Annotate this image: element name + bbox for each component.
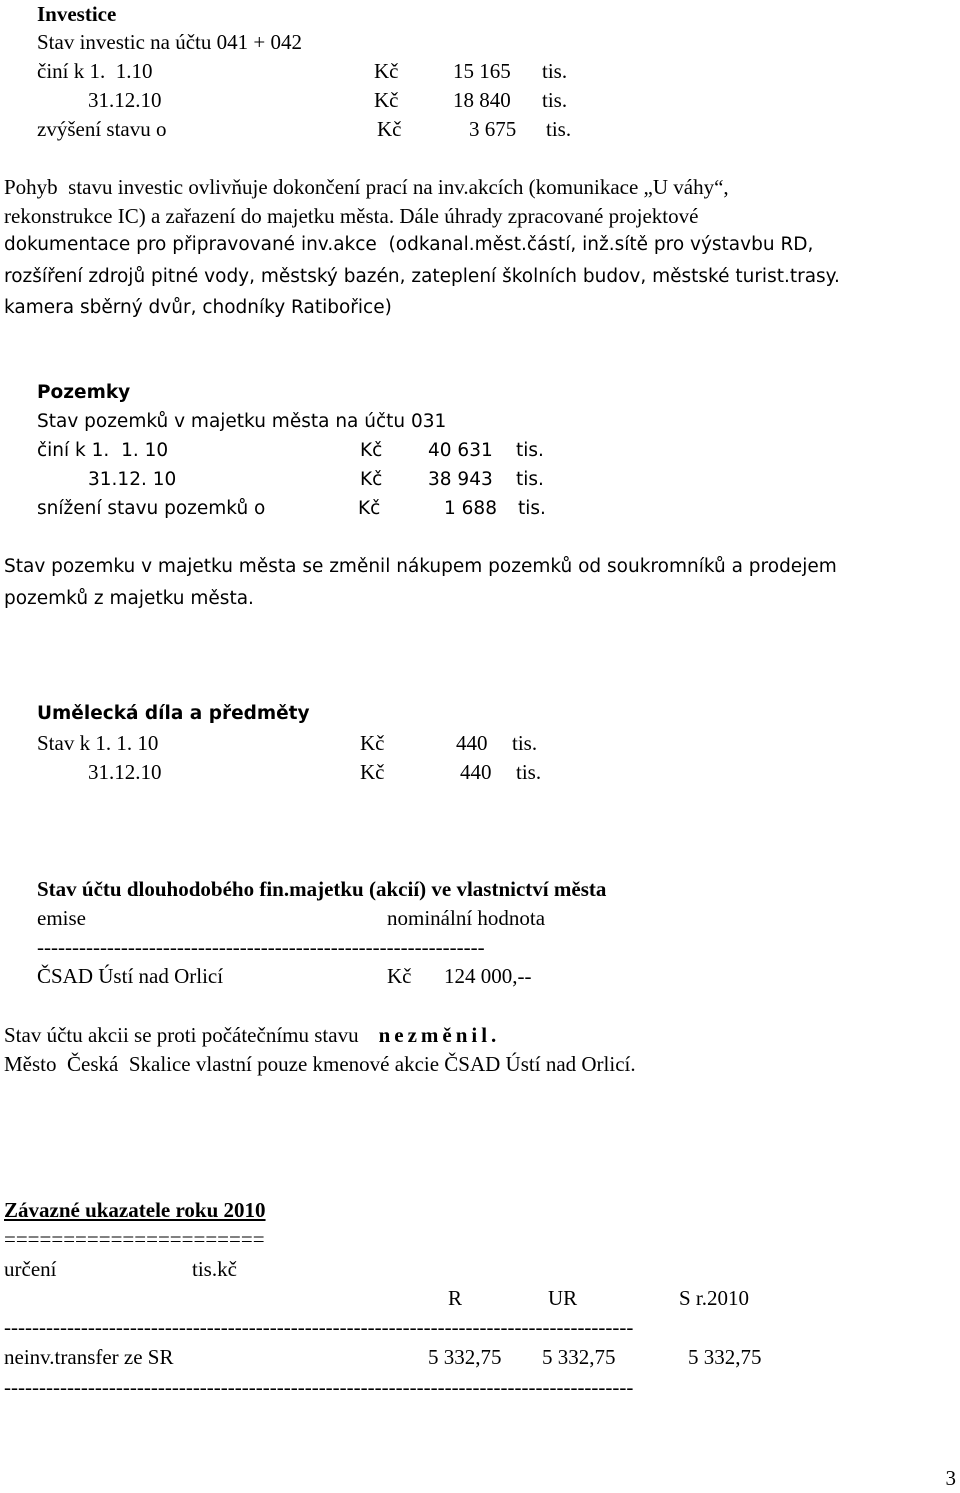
- investice-row-value: 3 675: [469, 117, 517, 141]
- umelecka-row-unit: tis.: [516, 760, 542, 784]
- pozemky-paragraph-line: pozemků z majetku města.: [4, 588, 254, 609]
- pozemky-row-label: 31.12. 10: [88, 469, 177, 490]
- investice-row-value: 18 840: [453, 88, 511, 112]
- umelecka-row-value: 440: [460, 760, 492, 784]
- investice-row-unit: tis.: [542, 88, 568, 112]
- pozemky-paragraph-line: Stav pozemku v majetku města se změnil nákupem pozemků od soukromníků a prodejem: [4, 556, 837, 577]
- investice-row-label: zvýšení stavu o: [37, 117, 167, 141]
- investice-heading: Investice: [37, 2, 117, 26]
- investice-row-currency: Kč: [374, 59, 399, 83]
- pozemky-row-value: 38 943: [428, 469, 493, 490]
- financni-heading: Stav účtu dlouhodobého fin.majetku (akcií) ve vlastnictví města: [37, 877, 607, 901]
- umelecka-row-value: 440: [456, 731, 488, 755]
- financni-status-text: Stav účtu akcii se proti počátečnímu stavu: [4, 1023, 359, 1047]
- pozemky-row-value: 1 688: [444, 498, 497, 519]
- investice-subtitle: Stav investic na účtu 041 + 042: [37, 30, 302, 54]
- investice-paragraph-line: kamera sběrný dvůr, chodníky Ratibořice): [4, 297, 392, 318]
- umelecka-heading: Umělecká díla a předměty: [37, 703, 310, 724]
- financni-row-currency: Kč: [387, 964, 412, 988]
- umelecka-row-label: Stav k 1. 1. 10: [37, 731, 159, 755]
- pozemky-row-label: snížení stavu pozemků o: [37, 498, 266, 519]
- pozemky-subtitle: Stav pozemků v majetku města na účtu 031: [37, 411, 447, 432]
- financni-status-emphasis: nezměnil.: [378, 1023, 501, 1047]
- ukazatele-column-urceni: určení: [4, 1257, 57, 1281]
- investice-row-unit: tis.: [546, 117, 572, 141]
- investice-row-currency: Kč: [374, 88, 399, 112]
- financni-status-line: [4, 1021, 500, 1049]
- pozemky-row-currency: Kč: [360, 440, 383, 461]
- pozemky-heading: Pozemky: [37, 382, 131, 403]
- ukazatele-divider-top: ------------------------------------------------------------------------------------------: [4, 1315, 634, 1339]
- ukazatele-row-s: 5 332,75: [688, 1345, 762, 1369]
- investice-paragraph-line: dokumentace pro připravované inv.akce (odkanal.měst.částí, inž.sítě pro výstavbu RD,: [4, 234, 814, 255]
- investice-row-unit: tis.: [542, 59, 568, 83]
- ukazatele-column-s: S r.2010: [679, 1286, 750, 1310]
- ukazatele-column-ur: UR: [548, 1286, 578, 1310]
- investice-paragraph-line: Pohyb stavu investic ovlivňuje dokončení prací na inv.akcích (komunikace „U váhy“,: [4, 175, 729, 199]
- page-number: 3: [945, 1466, 956, 1490]
- financni-divider: ----------------------------------------------------------------: [37, 935, 485, 959]
- pozemky-row-unit: tis.: [516, 440, 544, 461]
- financni-row-name: ČSAD Ústí nad Orlicí: [37, 964, 224, 988]
- pozemky-row-currency: Kč: [358, 498, 381, 519]
- investice-row-value: 15 165: [453, 59, 511, 83]
- umelecka-row-currency: Kč: [360, 760, 385, 784]
- pozemky-row-currency: Kč: [360, 469, 383, 490]
- ukazatele-row-r: 5 332,75: [428, 1345, 502, 1369]
- investice-row-label: činí k 1. 1.10: [37, 59, 153, 83]
- pozemky-row-label: činí k 1. 1. 10: [37, 440, 169, 461]
- pozemky-row-unit: tis.: [518, 498, 546, 519]
- financni-ownership-line: Město Česká Skalice vlastní pouze kmenové akcie ČSAD Ústí nad Orlicí.: [4, 1052, 636, 1076]
- financni-column-emise: emise: [37, 906, 86, 930]
- ukazatele-column-r: R: [448, 1286, 463, 1310]
- investice-paragraph-line: rozšíření zdrojů pitné vody, městský bazén, zateplení školních budov, městské turist.trasy.: [4, 266, 840, 287]
- investice-row-label: 31.12.10: [88, 88, 162, 112]
- ukazatele-heading: Závazné ukazatele roku 2010: [4, 1198, 266, 1222]
- umelecka-row-label: 31.12.10: [88, 760, 162, 784]
- financni-column-nominal: nominální hodnota: [387, 906, 546, 930]
- financni-row-value: 124 000,--: [444, 964, 532, 988]
- investice-row-currency: Kč: [377, 117, 402, 141]
- umelecka-row-currency: Kč: [360, 731, 385, 755]
- ukazatele-double-rule: ======================: [4, 1227, 265, 1251]
- umelecka-row-unit: tis.: [512, 731, 538, 755]
- pozemky-row-value: 40 631: [428, 440, 493, 461]
- ukazatele-row-ur: 5 332,75: [542, 1345, 616, 1369]
- ukazatele-column-unit: tis.kč: [192, 1257, 237, 1281]
- ukazatele-row-label: neinv.transfer ze SR: [4, 1345, 174, 1369]
- ukazatele-divider-bottom: ------------------------------------------------------------------------------------------: [4, 1375, 634, 1399]
- investice-paragraph-line: rekonstrukce IC) a zařazení do majetku města. Dále úhrady zpracované projektové: [4, 204, 699, 228]
- pozemky-row-unit: tis.: [516, 469, 544, 490]
